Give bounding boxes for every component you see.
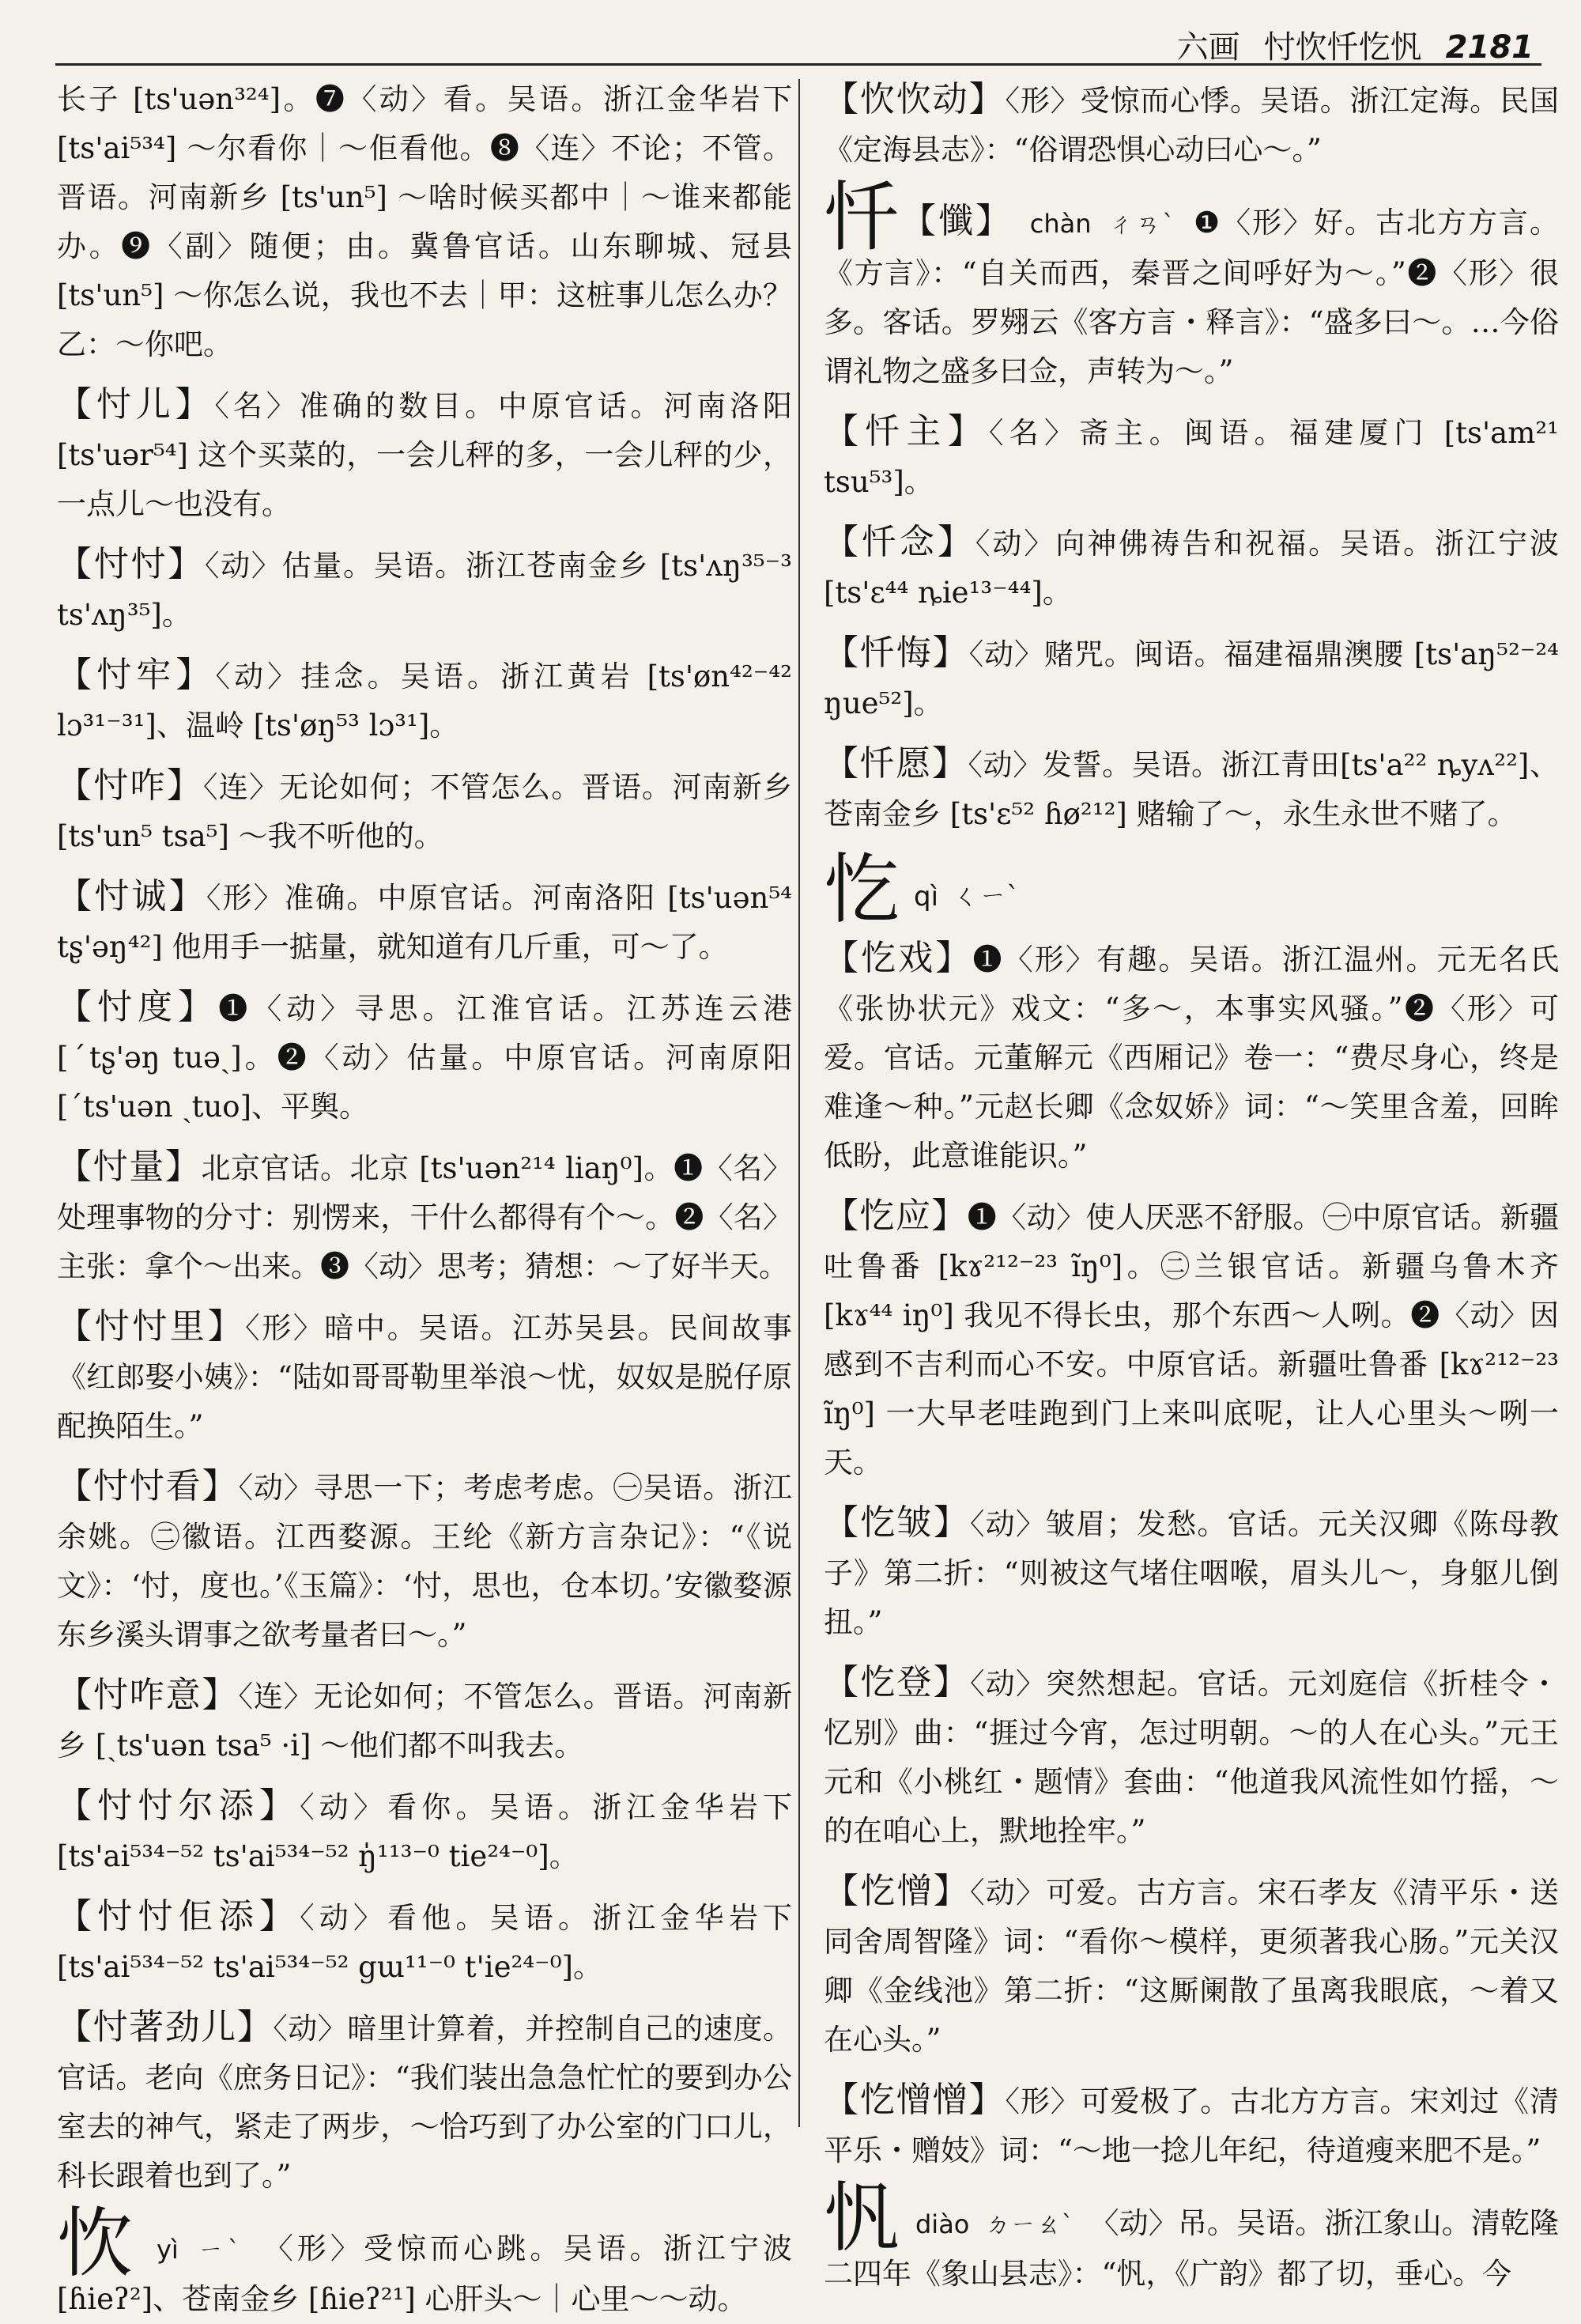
- entry: [57, 380, 792, 529]
- head-character: 忺: [57, 2199, 138, 2288]
- entry: [824, 1192, 1559, 1487]
- headword: 【忖量】: [57, 1147, 202, 1187]
- headword: 【忖咋】: [57, 765, 203, 806]
- column-divider: [798, 79, 800, 2127]
- definition: 〈动〉突然想起。官话。元刘庭信《折桂令・忆别》曲：“捱过今宵，怎过明朝。～的人在心头。”元王元和《小桃红・题情》套曲：“他道我风流性如竹摇，～的在咱心上，默地拴牢。”: [824, 1667, 1560, 1848]
- pinyin: qì: [914, 881, 939, 913]
- pinyin: chàn: [1029, 209, 1092, 239]
- definition: 〈动〉寻思一下；考虑考虑。㊀吴语。浙江余姚。㊁徽语。江西婺源。王纶《新方言杂记》：“《说文》：‘忖，度也。’《玉篇》：‘忖，思也，仓本切。’安徽婺源东乡溪头谓事之欲考量者曰～。”: [57, 1471, 793, 1652]
- definition: 〈动〉皱眉；发愁。官话。元关汉卿《陈母教子》第二折：“则被这气堵住咽喉，眉头儿～，身躯儿倒扭。”: [824, 1507, 1560, 1639]
- definition: 〈连〉无论如何；不管怎么。晋语。河南新乡 [ˏts'uən tsa⁵ ·i] ～他们都不叫我去。: [57, 1680, 793, 1763]
- entry: [824, 739, 1559, 839]
- char-entry-yi: [57, 2199, 793, 2324]
- entry: [57, 651, 792, 750]
- char-entry-chan: [824, 173, 1559, 396]
- headword: 【忔憎憎】: [824, 2080, 1006, 2120]
- entry: [57, 872, 792, 972]
- entry: [824, 934, 1559, 1181]
- left-column: [57, 75, 793, 2316]
- headword: 【忔憎】: [824, 1871, 970, 1911]
- definition: 〈形〉受惊而心悸。吴语。浙江定海。民国《定海县志》：“俗谓恐惧心动曰心～。”: [824, 84, 1560, 167]
- zhuyin: ㄑㄧˋ: [953, 881, 1021, 913]
- right-column: [824, 75, 1560, 2291]
- definition: ❶〈形〉好。古北方方言。《方言》：“自关而西，秦晋之间呼好为～。”❷〈形〉很多。客话。罗翙云《客方言・释言》：“盛多曰～。…今俗谓礼物之盛多曰佥，声转为～。”: [824, 206, 1559, 388]
- char-head: [824, 173, 1194, 262]
- entry: [824, 407, 1559, 507]
- entry: [824, 518, 1559, 618]
- definition: 〈动〉向神佛祷告和祝福。吴语。浙江宁波 [ts'ɛ⁴⁴ ȵie¹³⁻⁴⁴]。: [824, 527, 1560, 610]
- head-character: 忏: [824, 173, 901, 262]
- headword: 【忔戏】: [824, 938, 973, 978]
- definition: 〈连〉无论如何；不管怎么。晋语。河南新乡 [ts'un⁵ tsa⁵] ～我不听他的。: [57, 770, 793, 853]
- entry: [824, 629, 1559, 728]
- definition: ❶〈动〉寻思。江淮官话。江苏连云港 [ˊtʂ'əŋ tuəˏ]。❷〈动〉估量。中原官话。河南原阳 [ˊts'uən ˏtuo]、平舆。: [57, 992, 793, 1124]
- zhuyin: ㄔㄢˋ: [1108, 209, 1177, 239]
- headword: 【忖咋意】: [57, 1675, 239, 1715]
- zhuyin: ㄉㄧㄠˋ: [985, 2209, 1074, 2239]
- definition: 〈动〉挂念。吴语。浙江黄岩 [ts'øn⁴²⁻⁴² lɔ³¹⁻³¹]、温岭 [ts'øŋ⁵³ lɔ³¹]。: [57, 659, 792, 743]
- entry: [57, 1892, 792, 1992]
- definition: ❶〈动〉使人厌恶不舒服。㊀中原官话。新疆吐鲁番 [kɤ²¹²⁻²³ ĩŋ⁰]。㊁兰银官话。新疆乌鲁木齐 [kɤ⁴⁴ iŋ⁰] 我见不得长虫，那个东西～人咧。❷〈动〉因感到不吉利而心不安。中原官话。新疆吐鲁番 [kɤ²¹²⁻²³ ĩŋ⁰] 一大早老哇跑到门上来叫底呢，让人心里头～咧一天。: [824, 1200, 1560, 1479]
- headword: 【忖儿】: [57, 384, 215, 425]
- headword: 【忏主】: [824, 411, 989, 452]
- char-head-qi: [824, 845, 1559, 934]
- entry: [57, 761, 792, 861]
- headword: 【忔皱】: [824, 1502, 970, 1543]
- entry: [824, 2076, 1559, 2175]
- running-head: [1177, 22, 1534, 67]
- header-chars: 忖忺忏忔忛: [1263, 29, 1422, 66]
- headword: 【忖忖尔添】: [57, 1786, 300, 1826]
- headword: 【忖度】: [57, 987, 219, 1027]
- definition: 〈动〉暗里计算着，并控制自己的速度。官话。老向《庶务日记》：“我们装出急急忙忙的要到办公室去的神气，紧走了两步，～恰巧到了办公室的门口儿，科长跟着也到了。”: [57, 2012, 793, 2193]
- zhuyin: ㄧˋ: [198, 2235, 244, 2265]
- definition: 〈形〉暗中。吴语。江苏吴县。民间故事《红郎娶小姨》：“陆如哥哥勒里举浪～忧，奴奴是脱仔原配换陌生。”: [57, 1311, 793, 1443]
- entry: [57, 540, 792, 640]
- headword: 【忖忖里】: [57, 1306, 246, 1347]
- entry: [824, 75, 1559, 175]
- entry: [57, 1462, 792, 1660]
- section-label: 六画: [1176, 29, 1240, 66]
- headword: 【忺忺动】: [824, 79, 1006, 119]
- definition: ❶〈形〉有趣。吴语。浙江温州。元无名氏《张协状元》戏文：“多～，本事实风骚。”❷〈形〉可爱。官话。元董解元《西厢记》卷一：“费尽身心，终是难逢～种。”元赵长卿《念奴娇》词：“～笑里含羞，回眸低盼，此意谁能识。”: [824, 943, 1560, 1173]
- definition: 〈动〉看他。吴语。浙江金华岩下 [ts'ai⁵³⁴⁻⁵² ts'ai⁵³⁴⁻⁵² gɯ¹¹⁻⁰ t'ie²⁴⁻⁰]。: [57, 1901, 793, 1984]
- char-head: [57, 2199, 264, 2288]
- header-rule: [55, 63, 1541, 66]
- definition: 〈形〉受惊而心跳。吴语。浙江宁波[ɦieʔ²]、苍南金乡 [ɦieʔ²¹] 心肝头～｜心里～～动。: [57, 2231, 793, 2316]
- char-entry-diao: [824, 2174, 1560, 2299]
- entry: [57, 1143, 792, 1291]
- definition: 〈动〉赌咒。闽语。福建福鼎澳腰 [ts'aŋ⁵²⁻²⁴ ŋue⁵²]。: [824, 637, 1559, 720]
- entry: [57, 983, 792, 1132]
- headword: 【忖著劲儿】: [57, 2007, 274, 2047]
- definition: 北京官话。北京 [ts'uən²¹⁴ liaŋ⁰]。❶〈名〉处理事物的分寸：别愣来，干什么都得有个～。❷〈名〉主张：拿个～出来。❸〈动〉思考；猜想：～了好半天。: [57, 1151, 792, 1283]
- definition: 〈动〉发誓。吴语。浙江青田[ts'a²² ȵyʌ²²]、苍南金乡 [ts'ɛ⁵² ɦø²¹²] 赌输了～，永生永世不赌了。: [824, 748, 1559, 831]
- headword: 【忏悔】: [824, 633, 969, 673]
- entry: [824, 1658, 1559, 1856]
- definition: 〈形〉可爱极了。古北方方言。宋刘过《清平乐・赠妓》词：“～地一捻儿年纪，待道瘦来肥不是。”: [824, 2084, 1560, 2167]
- definition: 〈动〉估量。吴语。浙江苍南金乡 [ts'ʌŋ³⁵⁻³ ts'ʌŋ³⁵]。: [57, 549, 793, 632]
- entry: [57, 2003, 792, 2201]
- headword: 【忖牢】: [57, 655, 216, 695]
- headword: 【忖诚】: [57, 876, 206, 916]
- definition: 〈动〉可爱。古方言。宋石孝友《清平乐・送同舍周智隆》词：“看你～模样，更须著我心肠。”元关汉卿《金线池》第二折：“这厮阑散了虽离我眼底，～着又在心头。”: [824, 1876, 1560, 2057]
- head-character: 忔: [824, 845, 900, 934]
- entry: [824, 1498, 1559, 1647]
- entry: [824, 1867, 1559, 2065]
- definition: 〈动〉看你。吴语。浙江金华岩下 [ts'ai⁵³⁴⁻⁵² ts'ai⁵³⁴⁻⁵² ŋ̍¹¹³⁻⁰ tie²⁴⁻⁰]。: [57, 1790, 793, 1873]
- headword: 【忖忖佢添】: [57, 1896, 300, 1937]
- entry: [57, 1782, 792, 1881]
- definition: 〈动〉吊。吴语。浙江象山。清乾隆二四年《象山县志》：“忛，《广韵》都了切，垂心。今: [824, 2206, 1560, 2291]
- headword: 【忏愿】: [824, 743, 968, 784]
- pinyin: diào: [915, 2209, 970, 2239]
- definition: 〈名〉斋主。闽语。福建厦门 [ts'am²¹ tsu⁵³]。: [824, 416, 1559, 499]
- headword: 【忖忖】: [57, 544, 205, 584]
- entry: [57, 1671, 792, 1770]
- headword: 【忏念】: [824, 522, 975, 562]
- entry: [57, 1302, 792, 1451]
- definition: 〈形〉准确。中原官话。河南洛阳 [ts'uən⁵⁴ tʂ'əŋ⁴²] 他用手一掂量，就知道有几斤重，可～了。: [57, 881, 792, 964]
- headword: 【忖忖看】: [57, 1466, 239, 1506]
- headword: 【忔应】: [824, 1196, 968, 1236]
- variant-character: 【懺】: [901, 201, 1013, 241]
- page-number: 2181: [1445, 29, 1534, 66]
- definition: 〈名〉准确的数目。中原官话。河南洛阳 [ts'uər⁵⁴] 这个买菜的，一会儿秤的多，一会儿秤的少，一点儿～也没有。: [57, 389, 793, 521]
- char-head: [824, 2174, 1090, 2262]
- headword: 【忔登】: [824, 1662, 970, 1702]
- continuation-text: 长子 [ts'uən³²⁴]。❼〈动〉看。吴语。浙江金华岩下 [ts'ai⁵³⁴] ～尔看你｜～佢看他。❽〈连〉不论；不管。晋语。河南新乡 [ts'un⁵] ～啥时候买都中｜～谁来都能办。❾〈副〉随便；由。冀鲁官话。山东聊城、冠县 [ts'un⁵] ～你怎么说，我也不去｜甲：这桩事儿怎么办？乙：～你吧。: [57, 82, 792, 361]
- pinyin: yì: [156, 2235, 179, 2265]
- head-character: 忛: [824, 2174, 900, 2262]
